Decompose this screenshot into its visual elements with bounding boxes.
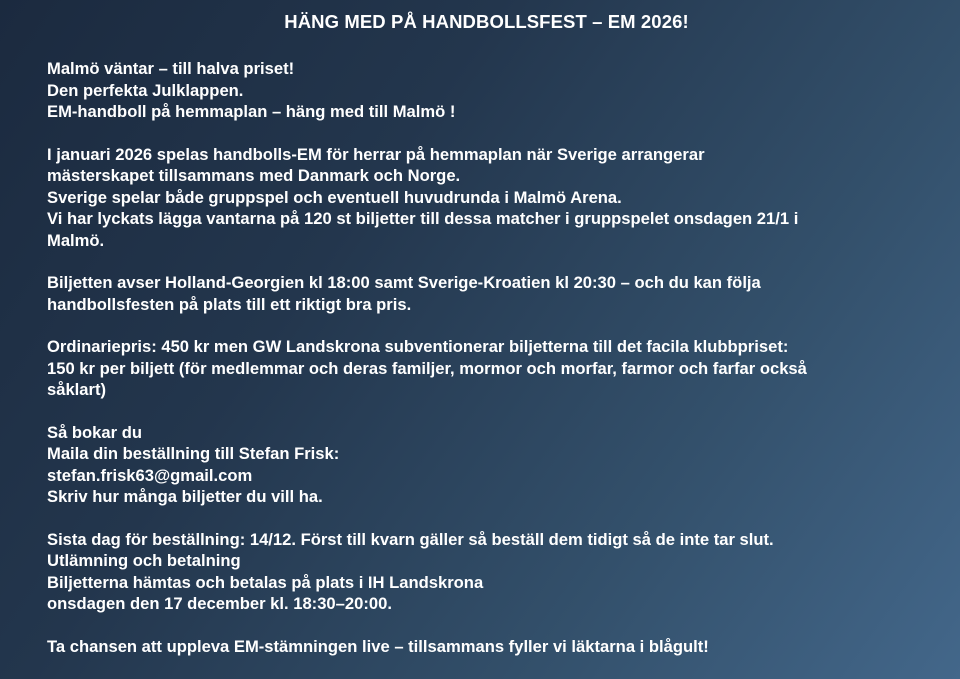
about-line: mästerskapet tillsammans med Danmark och Norge. xyxy=(47,166,461,185)
booking-heading: Så bokar du xyxy=(47,422,142,442)
pickup-line: Biljetterna hämtas och betalas på plats i IH Landskrona xyxy=(47,572,484,592)
closing-line: Ta chansen att uppleva EM-stämningen live – tillsammans fyller vi läktarna i blågult! xyxy=(47,636,709,656)
matches-line: Biljetten avser Holland-Georgien kl 18:00 samt Sverige-Kroatien kl 20:30 – och du kan följa xyxy=(47,273,761,292)
about-line: Vi har lyckats lägga vantarna på 120 st biljetter till dessa matcher i gruppspelet onsdagen 21/1 i xyxy=(47,209,799,228)
intro-line: Den perfekta Julklappen. xyxy=(47,80,244,100)
price-line: Ordinariepris: 450 kr men GW Landskrona subventionerar biljetterna till det facila klubbpriset: xyxy=(47,337,789,356)
flyer-title: HÄNG MED PÅ HANDBOLLSFEST – EM 2026! xyxy=(284,11,689,32)
pickup-line: onsdagen den 17 december kl. 18:30–20:00. xyxy=(47,594,392,613)
matches-paragraph xyxy=(47,272,920,315)
closing-paragraph xyxy=(47,636,920,658)
booking-instruction: Maila din beställning till Stefan Frisk: xyxy=(47,444,340,463)
deadline-paragraph xyxy=(47,529,920,615)
about-paragraph xyxy=(47,144,920,252)
intro-line: Malmö väntar – till halva priset! xyxy=(47,59,295,78)
about-line: Malmö. xyxy=(47,230,105,250)
booking-instruction: Skriv hur många biljetter du vill ha. xyxy=(47,487,323,506)
matches-line: handbollsfesten på plats till ett riktigt bra pris. xyxy=(47,294,412,314)
about-line: I januari 2026 spelas handbolls-EM för herrar på hemmaplan när Sverige arrangerar xyxy=(47,144,705,164)
booking-paragraph xyxy=(47,422,920,508)
price-paragraph xyxy=(47,336,920,401)
price-line: såklart) xyxy=(47,380,107,399)
intro-line: EM-handboll på hemmaplan – häng med till Malmö ! xyxy=(47,102,456,121)
about-line: Sverige spelar både gruppspel och eventuell huvudrunda i Malmö Arena. xyxy=(47,187,622,207)
contact-email[interactable]: stefan.frisk63@gmail.com xyxy=(47,465,253,485)
deadline-line: Sista dag för beställning: 14/12. Först till kvarn gäller så beställ dem tidigt så de inte tar slut. xyxy=(47,529,774,549)
pickup-heading: Utlämning och betalning xyxy=(47,551,241,570)
intro-paragraph xyxy=(47,58,920,123)
price-line: 150 kr per biljett (för medlemmar och deras familjer, mormor och morfar, farmor och farfar också xyxy=(47,358,807,378)
